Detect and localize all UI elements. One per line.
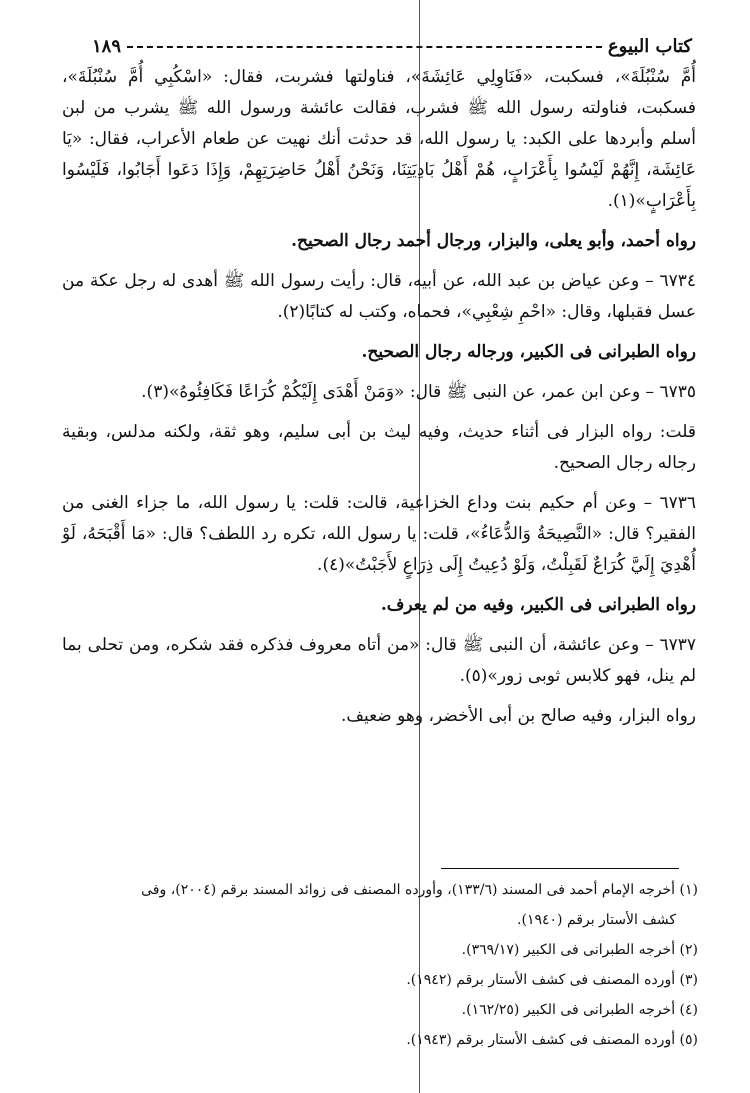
narration-note: رواه البزار، وفيه صالح بن أبى الأخضر، وهو ضعيف. (340, 706, 696, 726)
page-number: ١٨٩ (92, 35, 122, 57)
book-title: كتاب البيوع (607, 35, 692, 57)
narration-note: رواه الطبرانى فى الكبير، وفيه من لم يعرف. (380, 595, 696, 615)
footnote-separator (441, 868, 679, 869)
footnote-3: (٣) أورده المصنف فى كشف الأستار برقم (١٩٤٢). (406, 972, 698, 988)
header-dash-rule (127, 46, 602, 48)
hadith-6736: ٦٧٣٦ – وعن أم حكيم بنت وداع الخزاعية، قالت: قلت: يا رسول الله، ما جزاء الغنى من الفقير؟ قال: «النَّصِيحَةُ وَالدُّعَاءُ»، قلت: يا رسول الله، تكره رد اللطف؟ قال: «مَا أَقْبَحَهُ، لَوْ أُهْدِيَ إِلَيَّ كُرَاعٌ لَقَبِلْتُ، وَلَوْ دُعِيتُ إِلَى ذِرَاعٍ لأَجَبْتُ»(٤). (62, 493, 696, 575)
hadith-6735: ٦٧٣٥ – وعن ابن عمر، عن النبى ﷺ قال: «وَمَنْ أَهْدَى إِلَيْكُمْ كُرَاعًا فَكَافِئُوهُ»(٣). (141, 382, 696, 402)
main-text (62, 62, 696, 741)
hadith-text-continued: أُمَّ سُنْبُلَةَ»، فسكبت، «فَنَاوِلِي عَائِشَةَ»، فناولتها فشربت، فقال: «اسْكُبِي أُمَّ سُنْبُلَةَ»، فسكبت، فناولته رسول الله ﷺ فشرب، فقالت عائشة ورسول الله ﷺ يشرب من لبن أسلم وأبردها على الكبد: يا رسول الله، قد حدثت أنك نهيت عن طعام الأعراب، فقال: «يَا عَائِشَة، إِنَّهُمْ لَيْسُوا بِأَعْرَابٍ، هُمْ أَهْلُ بَادِيَتِنَا، وَنَحْنُ أَهْلُ حَاضِرَتِهِمْ، وَإِذَا دَعَوا أَجَابُوا، فَلَيْسُوا بِأَعْرَابٍ»(١). (62, 67, 696, 211)
narration-note: رواه الطبرانى فى الكبير، ورجاله رجال الصحيح. (361, 342, 696, 362)
commentary-note: قلت: رواه البزار فى أثناء حديث، وفيه ليث بن أبى سليم، وهو ثقة، ولكنه مدلس، وبقية رجاله رجال الصحيح. (62, 422, 696, 473)
hadith-6734: ٦٧٣٤ – وعن عياض بن عبد الله، عن أبيه، قال: رأيت رسول الله ﷺ أهدى له رجل عكة من عسل فقبلها، وقال: «احْمِ شِعْبِي»، فحماه، وكتب له كتابًا(٢). (62, 271, 696, 322)
footnote-5: (٥) أورده المصنف فى كشف الأستار برقم (١٩٤٣). (406, 1032, 698, 1048)
narration-note: رواه أحمد، وأبو يعلى، والبزار، ورجال أحمد رجال الصحيح. (291, 231, 696, 251)
running-header (92, 34, 692, 58)
footnote-4: (٤) أخرجه الطبرانى فى الكبير (١٦٢/٢٥). (461, 1002, 698, 1018)
footnote-1: (١) أخرجه الإمام أحمد فى المسند (١٣٣/٦)، وأورده المصنف فى زوائد المسند برقم (٢٠٠٤)، وفى (141, 882, 698, 898)
footnote-2: (٢) أخرجه الطبرانى فى الكبير (٣٦٩/١٧). (461, 942, 698, 958)
footnotes (58, 877, 698, 1057)
hadith-6737: ٦٧٣٧ – وعن عائشة، أن النبى ﷺ قال: «من أتاه معروف فذكره فقد شكره، ومن تحلى بما لم ينل، فهو كلابس ثوبى زور»(٥). (62, 635, 696, 686)
footnote-1-continued: كشف الأستار برقم (١٩٤٠). (517, 912, 676, 928)
